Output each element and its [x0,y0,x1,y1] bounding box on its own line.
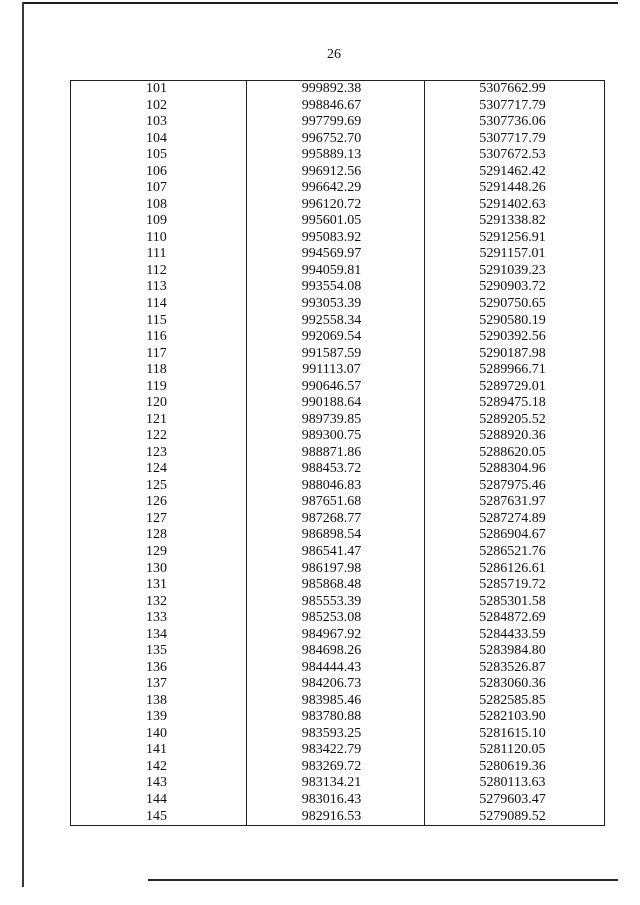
point-number-cell: 110 [71,230,247,247]
coordinates-table [70,80,605,826]
y-coordinate-cell: 5291462.42 [425,164,605,181]
coordinates-table-body [71,81,605,826]
x-coordinate-cell: 984444.43 [247,660,425,677]
x-coordinate-cell: 984206.73 [247,676,425,693]
y-coordinate-cell: 5291448.26 [425,180,605,197]
y-coordinate-cell: 5289205.52 [425,412,605,429]
point-number-cell: 128 [71,527,247,544]
table-row [71,395,605,412]
point-number-cell: 106 [71,164,247,181]
x-coordinate-cell: 984967.92 [247,627,425,644]
point-number-cell: 103 [71,114,247,131]
x-coordinate-cell: 994569.97 [247,246,425,263]
table-row [71,131,605,148]
x-coordinate-cell: 996752.70 [247,131,425,148]
table-row [71,511,605,528]
point-number-cell: 102 [71,98,247,115]
table-row [71,627,605,644]
x-coordinate-cell: 989739.85 [247,412,425,429]
y-coordinate-cell: 5285719.72 [425,577,605,594]
y-coordinate-cell: 5286521.76 [425,544,605,561]
point-number-cell: 117 [71,346,247,363]
top-border-rule [22,2,618,4]
table-row [71,329,605,346]
x-coordinate-cell: 985868.48 [247,577,425,594]
table-row [71,693,605,710]
point-number-cell: 143 [71,775,247,792]
point-number-cell: 107 [71,180,247,197]
x-coordinate-cell: 995601.05 [247,213,425,230]
point-number-cell: 114 [71,296,247,313]
y-coordinate-cell: 5280619.36 [425,759,605,776]
x-coordinate-cell: 996642.29 [247,180,425,197]
x-coordinate-cell: 989300.75 [247,428,425,445]
point-number-cell: 145 [71,808,247,825]
table-row [71,197,605,214]
point-number-cell: 121 [71,412,247,429]
y-coordinate-cell: 5287975.46 [425,478,605,495]
y-coordinate-cell: 5291039.23 [425,263,605,280]
x-coordinate-cell: 988046.83 [247,478,425,495]
point-number-cell: 138 [71,693,247,710]
table-row [71,412,605,429]
point-number-cell: 120 [71,395,247,412]
table-row [71,494,605,511]
point-number-cell: 144 [71,792,247,809]
point-number-cell: 131 [71,577,247,594]
table-row [71,577,605,594]
point-number-cell: 141 [71,742,247,759]
table-row [71,230,605,247]
point-number-cell: 132 [71,593,247,610]
table-row [71,792,605,809]
point-number-cell: 126 [71,494,247,511]
x-coordinate-cell: 985553.39 [247,593,425,610]
table-row [71,98,605,115]
x-coordinate-cell: 996120.72 [247,197,425,214]
table-row [71,709,605,726]
point-number-cell: 105 [71,147,247,164]
y-coordinate-cell: 5307672.53 [425,147,605,164]
left-border-rule [22,2,24,887]
table-row [71,81,605,98]
x-coordinate-cell: 986197.98 [247,560,425,577]
table-row [71,478,605,495]
point-number-cell: 116 [71,329,247,346]
point-number-cell: 142 [71,759,247,776]
y-coordinate-cell: 5288920.36 [425,428,605,445]
point-number-cell: 129 [71,544,247,561]
x-coordinate-cell: 999892.38 [247,81,425,98]
y-coordinate-cell: 5282585.85 [425,693,605,710]
x-coordinate-cell: 990646.57 [247,379,425,396]
x-coordinate-cell: 993554.08 [247,279,425,296]
table-row [71,180,605,197]
y-coordinate-cell: 5281615.10 [425,726,605,743]
point-number-cell: 122 [71,428,247,445]
x-coordinate-cell: 983985.46 [247,693,425,710]
y-coordinate-cell: 5281120.05 [425,742,605,759]
y-coordinate-cell: 5290903.72 [425,279,605,296]
x-coordinate-cell: 992558.34 [247,312,425,329]
x-coordinate-cell: 983422.79 [247,742,425,759]
point-number-cell: 118 [71,362,247,379]
point-number-cell: 119 [71,379,247,396]
x-coordinate-cell: 987651.68 [247,494,425,511]
y-coordinate-cell: 5307736.06 [425,114,605,131]
table-row [71,147,605,164]
y-coordinate-cell: 5289729.01 [425,379,605,396]
table-row [71,246,605,263]
y-coordinate-cell: 5291157.01 [425,246,605,263]
x-coordinate-cell: 998846.67 [247,98,425,115]
y-coordinate-cell: 5288304.96 [425,461,605,478]
table-row [71,164,605,181]
table-row [71,775,605,792]
point-number-cell: 123 [71,445,247,462]
y-coordinate-cell: 5280113.63 [425,775,605,792]
x-coordinate-cell: 987268.77 [247,511,425,528]
y-coordinate-cell: 5289966.71 [425,362,605,379]
y-coordinate-cell: 5291402.63 [425,197,605,214]
x-coordinate-cell: 985253.08 [247,610,425,627]
point-number-cell: 140 [71,726,247,743]
y-coordinate-cell: 5287274.89 [425,511,605,528]
point-number-cell: 127 [71,511,247,528]
x-coordinate-cell: 992069.54 [247,329,425,346]
table-row [71,114,605,131]
x-coordinate-cell: 991587.59 [247,346,425,363]
y-coordinate-cell: 5286126.61 [425,560,605,577]
y-coordinate-cell: 5283526.87 [425,660,605,677]
x-coordinate-cell: 995083.92 [247,230,425,247]
table-row [71,527,605,544]
table-row [71,726,605,743]
x-coordinate-cell: 983134.21 [247,775,425,792]
y-coordinate-cell: 5287631.97 [425,494,605,511]
point-number-cell: 133 [71,610,247,627]
point-number-cell: 109 [71,213,247,230]
point-number-cell: 112 [71,263,247,280]
x-coordinate-cell: 990188.64 [247,395,425,412]
point-number-cell: 130 [71,560,247,577]
table-row [71,428,605,445]
x-coordinate-cell: 995889.13 [247,147,425,164]
page-number: 26 [327,47,341,62]
x-coordinate-cell: 994059.81 [247,263,425,280]
y-coordinate-cell: 5283984.80 [425,643,605,660]
point-number-cell: 104 [71,131,247,148]
point-number-cell: 134 [71,627,247,644]
y-coordinate-cell: 5290187.98 [425,346,605,363]
y-coordinate-cell: 5291338.82 [425,213,605,230]
point-number-cell: 137 [71,676,247,693]
point-number-cell: 136 [71,660,247,677]
x-coordinate-cell: 983016.43 [247,792,425,809]
y-coordinate-cell: 5288620.05 [425,445,605,462]
y-coordinate-cell: 5307717.79 [425,131,605,148]
point-number-cell: 139 [71,709,247,726]
table-row [71,560,605,577]
y-coordinate-cell: 5291256.91 [425,230,605,247]
y-coordinate-cell: 5282103.90 [425,709,605,726]
x-coordinate-cell: 983269.72 [247,759,425,776]
x-coordinate-cell: 986541.47 [247,544,425,561]
point-number-cell: 125 [71,478,247,495]
y-coordinate-cell: 5283060.36 [425,676,605,693]
y-coordinate-cell: 5307662.99 [425,81,605,98]
x-coordinate-cell: 996912.56 [247,164,425,181]
x-coordinate-cell: 982916.53 [247,808,425,825]
table-row [71,346,605,363]
table-row [71,660,605,677]
point-number-cell: 113 [71,279,247,296]
y-coordinate-cell: 5290392.56 [425,329,605,346]
table-row [71,213,605,230]
table-row [71,676,605,693]
x-coordinate-cell: 997799.69 [247,114,425,131]
x-coordinate-cell: 993053.39 [247,296,425,313]
y-coordinate-cell: 5290580.19 [425,312,605,329]
table-row [71,610,605,627]
table-row [71,296,605,313]
table-row [71,445,605,462]
table-row [71,759,605,776]
point-number-cell: 101 [71,81,247,98]
y-coordinate-cell: 5290750.65 [425,296,605,313]
table-row [71,808,605,825]
point-number-cell: 124 [71,461,247,478]
y-coordinate-cell: 5286904.67 [425,527,605,544]
x-coordinate-cell: 986898.54 [247,527,425,544]
y-coordinate-cell: 5279089.52 [425,808,605,825]
bottom-border-rule [148,879,618,881]
table-row [71,593,605,610]
table-row [71,263,605,280]
x-coordinate-cell: 988453.72 [247,461,425,478]
table-row [71,461,605,478]
table-row [71,379,605,396]
point-number-cell: 135 [71,643,247,660]
table-row [71,544,605,561]
x-coordinate-cell: 983780.88 [247,709,425,726]
table-row [71,279,605,296]
y-coordinate-cell: 5284433.59 [425,627,605,644]
point-number-cell: 115 [71,312,247,329]
x-coordinate-cell: 988871.86 [247,445,425,462]
x-coordinate-cell: 991113.07 [247,362,425,379]
table-row [71,742,605,759]
y-coordinate-cell: 5285301.58 [425,593,605,610]
table-row [71,362,605,379]
y-coordinate-cell: 5284872.69 [425,610,605,627]
x-coordinate-cell: 983593.25 [247,726,425,743]
y-coordinate-cell: 5307717.79 [425,98,605,115]
y-coordinate-cell: 5289475.18 [425,395,605,412]
point-number-cell: 111 [71,246,247,263]
y-coordinate-cell: 5279603.47 [425,792,605,809]
point-number-cell: 108 [71,197,247,214]
table-row [71,312,605,329]
table-row [71,643,605,660]
x-coordinate-cell: 984698.26 [247,643,425,660]
